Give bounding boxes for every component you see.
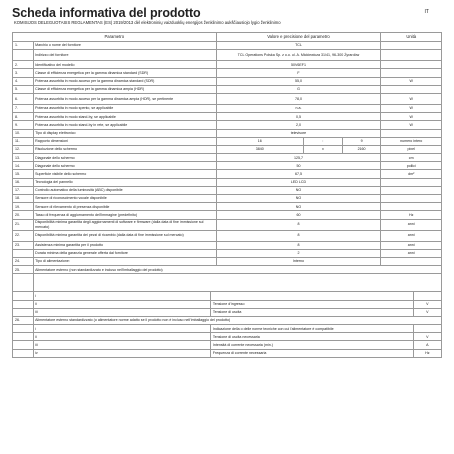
row-number: 4. [13,77,34,85]
row-parameter: Potenza assorbita in modo stand-by, se applicabile [33,113,216,121]
language-code: IT [424,9,429,15]
row-value-separator: : [304,137,343,145]
row-parameter: Tipo di display elettronico [33,129,216,137]
row-value: LED LCD [216,178,381,186]
parameters-table [12,32,442,358]
psu-sub-row [13,292,442,300]
row-number: 18. [13,195,34,203]
psu-sub-row [13,308,442,316]
row-value: NO [216,195,381,203]
row-parameter: Potenza assorbita in modo acceso per la gamma dinamica ampia (HDR), se pertinente [33,93,216,104]
empty-cell [13,274,34,292]
row-parameter: Rapporto dimensioni [33,137,216,145]
table-row [13,162,442,170]
table-row [13,211,442,219]
row-parameter: Potenza assorbita in modo stand-by in rete, se applicabile [33,121,216,129]
row-unit: W [381,121,442,129]
psu-sub-label: Tensione di uscita necessaria [211,333,413,341]
table-row [13,104,442,112]
row-number: 10. [13,129,34,137]
row-parameter: Durata minima della garanzia generale offerta dal fornitore [33,249,216,257]
psu-header-row [13,266,442,274]
row-number: 11. [13,137,34,145]
row-value: 50V6EF1 [216,61,381,69]
row-unit: W [381,104,442,112]
table-row [13,129,442,137]
row-parameter: Disponibilità minima garantita degli aggiornamenti di software e firmware (dalla data di fine immissione sul mercato) [33,219,216,230]
psu-sub-row [13,333,442,341]
psu-sub-label: Frequenza di corrente necessaria [211,349,413,357]
row-unit: Hz [381,211,442,219]
row-unit: W [381,77,442,85]
row-parameter: Sensore di riconoscimento vocale disponibile [33,195,216,203]
psu-sub-roman: ii [33,333,211,341]
table-row [13,178,442,186]
row-parameter: Identificativo del modello [33,61,216,69]
row-value: 78,0 [216,93,381,104]
table-row [13,154,442,162]
row-value: 8 [216,230,381,241]
psu-label: Alimentatore esterno standardizzato (o alimentatore norme adatto se il prodotto non è incluso nell'imballaggio del prodotto) [33,316,441,324]
row-unit: anni [381,241,442,249]
row-number: 17. [13,186,34,194]
psu-sub-row [13,300,442,308]
row-unit: pixel [381,145,442,153]
row-value-b: 2160 [342,145,381,153]
table-row [13,230,442,241]
psu-sub-unit: A [413,341,441,349]
row-unit [381,129,442,137]
row-parameter: Tecnologia del pannello [33,178,216,186]
psu-header-row [13,316,442,324]
row-value: TCL [216,42,381,50]
psu-sub-unit [413,325,441,333]
psu-sub-row [13,341,442,349]
row-unit [381,257,442,265]
row-value: 55,0 [216,77,381,85]
row-number [13,50,34,61]
psu-sub-label: Indicazione della o delle norme tecniche con cui l'alimentatore è compatibile [211,325,413,333]
psu-sub-unit [413,292,441,300]
table-row [13,257,442,265]
row-number [13,249,34,257]
row-unit [381,203,442,211]
row-unit [381,42,442,50]
table-row [13,42,442,50]
psu-label: Alimentatore esterno (non standardizzato e incluso nell'imballaggio del prodotto) [33,266,441,274]
empty-cell [13,300,34,308]
row-value: 60 [216,211,381,219]
empty-cell [13,333,34,341]
row-parameter: Assistenza minima garantita per il prodotto [33,241,216,249]
row-unit: W [381,113,442,121]
row-parameter: Sensore di rilevamento di presenza disponibile [33,203,216,211]
row-unit: anni [381,249,442,257]
row-number: 7. [13,104,34,112]
psu-sub-unit: Hz [413,349,441,357]
row-number: 25. [13,266,34,274]
row-value: NO [216,186,381,194]
row-value: 50 [216,162,381,170]
empty-cell [13,308,34,316]
psu-sub-roman: iii [33,308,211,316]
row-parameter: Marchio o nome del fornitore [33,42,216,50]
row-number: 14. [13,162,34,170]
table-row [13,77,442,85]
row-unit [381,195,442,203]
table-row [13,61,442,69]
row-number: 26. [13,316,34,324]
table-row [13,219,442,230]
row-unit: anni [381,219,442,230]
row-value: 2 [216,249,381,257]
row-value: 2,0 [216,121,381,129]
row-number: 16. [13,178,34,186]
table-row [13,85,442,93]
row-parameter: Classe di efficienza energetica per la gamma dinamica ampia (HDR) [33,85,216,93]
row-parameter: Superficie visibile dello schermo [33,170,216,178]
row-number: 2. [13,61,34,69]
psu-sub-roman: i [33,325,211,333]
table-row [13,195,442,203]
table-row [13,113,442,121]
row-unit [381,186,442,194]
row-parameter: Disponibilità minima garantita dei pezzi di ricambio (dalla data di fine immissione sul mercato) [33,230,216,241]
table-header-row [13,33,442,42]
row-parameter: Risoluzione dello schermo [33,145,216,153]
row-unit: numero intero [381,137,442,145]
psu-sub-label: Intensità di corrente necessaria (min.) [211,341,413,349]
row-parameter: Potenza assorbita in modo spento, se applicabile [33,104,216,112]
row-value: NO [216,203,381,211]
row-number: 3. [13,69,34,77]
table-row [13,50,442,61]
product-info-sheet [7,0,447,454]
row-parameter: Tasso di frequenza di aggiornamento dell'immagine (predefinito) [33,211,216,219]
row-value: 8 [216,219,381,230]
row-value: 8 [216,241,381,249]
row-unit: cm [381,154,442,162]
row-parameter: Diagonale dello schermo [33,154,216,162]
row-parameter: Potenza assorbita in modo acceso per la gamma dinamica standard (SDR) [33,77,216,85]
header-unit: Unità [381,33,442,42]
psu-sub-roman: iii [33,341,211,349]
row-value: 67,5 [216,170,381,178]
table-row [13,241,442,249]
row-unit [381,50,442,61]
row-number: 15. [13,170,34,178]
row-number: 12. [13,145,34,153]
empty-cell [13,341,34,349]
row-value: Interno [216,257,381,265]
table-row [13,137,442,145]
row-unit [381,69,442,77]
row-unit: dm² [381,170,442,178]
row-value: televisore [216,129,381,137]
row-value: TCL Operations Polska Sp. z o.o. ul. A. Mickiewicza 31/41, 96-300 Żyrardów [216,50,381,61]
row-value-a: 3840 [216,145,304,153]
psu-sub-roman: i [33,292,211,300]
header-parameter: Parametro [13,33,217,42]
row-number: 6. [13,93,34,104]
row-unit: anni [381,230,442,241]
row-value: n.a. [216,104,381,112]
table-row [13,186,442,194]
empty-cell [13,325,34,333]
row-unit [381,178,442,186]
psu-sub-unit: V [413,308,441,316]
psu-sub-roman: iv [33,349,211,357]
row-unit: W [381,93,442,104]
table-row [13,93,442,104]
row-parameter: Diagonale dello schermo [33,162,216,170]
psu-sub-unit: V [413,300,441,308]
psu-sub-label: Tensione di uscita [211,308,413,316]
row-unit [381,85,442,93]
row-number: 9. [13,121,34,129]
row-number: 23. [13,241,34,249]
empty-cell [13,349,34,357]
header-value: Valore e precisione del parametro [216,33,381,42]
row-value: G [216,85,381,93]
row-unit [381,61,442,69]
row-parameter: Controllo automatico della luminosità (ABC) disponibile [33,186,216,194]
row-value-a: 16 [216,137,304,145]
row-number: 19. [13,203,34,211]
empty-cell [33,274,441,292]
table-row [13,249,442,257]
page-title: Scheda informativa del prodotto [12,6,201,20]
row-value-b: 9 [342,137,381,145]
row-number: 5. [13,85,34,93]
row-parameter: Classe di efficienza energetica per la gamma dinamica standard (SDR) [33,69,216,77]
row-number: 22. [13,230,34,241]
row-unit: pollici [381,162,442,170]
table-row [13,69,442,77]
row-value: F [216,69,381,77]
empty-cell [13,292,34,300]
psu-sub-roman: ii [33,300,211,308]
row-number: 20. [13,211,34,219]
table-row [13,170,442,178]
row-number: 1. [13,42,34,50]
psu-sub-row [13,349,442,357]
row-number: 13. [13,154,34,162]
row-number: 24. [13,257,34,265]
psu-sub-label [211,292,413,300]
regulation-subtitle: KOMISIJOS DELEGUOTASIS REGLAMENTAS (ES) 2019/2013 dėl elektroninių vaizduoklių energijos ženklinimo aukščiausiojo lygio ženklinimo [14,20,281,25]
table-row [13,121,442,129]
psu-sub-unit: V [413,333,441,341]
table-row [13,203,442,211]
psu-spacer-row [13,274,442,292]
psu-sub-row [13,325,442,333]
table-row [13,145,442,153]
row-number: 21. [13,219,34,230]
psu-sub-label: Tensione d'ingresso [211,300,413,308]
row-parameter: Tipo di alimentazione: [33,257,216,265]
row-value: 0,5 [216,113,381,121]
row-number: 8. [13,113,34,121]
row-value: 125,7 [216,154,381,162]
row-value-separator: x [304,145,343,153]
row-parameter: Indirizzo del fornitore [33,50,216,61]
